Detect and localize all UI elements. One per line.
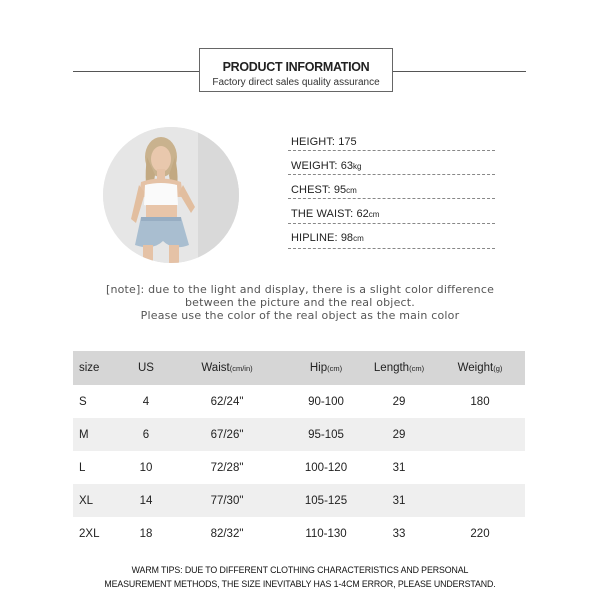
measure-divider: [288, 174, 495, 175]
cell-length: 31: [392, 461, 406, 474]
column-header-length: Length(cm): [373, 362, 425, 374]
cell-weight: [435, 451, 525, 484]
cell-hip: 90-100: [308, 395, 344, 408]
table-row: [73, 517, 525, 550]
measure-divider: [288, 248, 495, 249]
header-rule-right: [393, 71, 526, 72]
table-row: [73, 484, 525, 517]
cell-size: 2XL: [79, 527, 100, 540]
cell-us: 18: [139, 527, 153, 540]
cell-size: S: [79, 395, 87, 408]
cell-size: XL: [79, 494, 94, 507]
cell-length: 33: [392, 527, 406, 540]
warm-tips-line-2: MEASUREMENT METHODS, THE SIZE INEVITABLY HAS 1-4CM ERROR, PLEASE UNDERSTAND.: [104, 579, 496, 589]
cell-waist: 77/30": [210, 494, 244, 507]
cell-length: 29: [392, 395, 406, 408]
measure-weight: WEIGHT: 63kg: [291, 160, 362, 172]
cell-us: 4: [142, 395, 150, 408]
cell-length: 29: [392, 428, 406, 441]
table-row: [73, 418, 525, 451]
page-subtitle: Factory direct sales quality assurance: [212, 77, 380, 88]
cell-hip: 100-120: [304, 461, 348, 474]
cell-weight: [435, 418, 525, 451]
table-row: [73, 385, 525, 418]
size-chart-table: [73, 351, 525, 550]
measure-divider: [288, 223, 495, 224]
cell-weight: 180: [470, 395, 490, 408]
cell-weight: 220: [470, 527, 490, 540]
cell-size: M: [79, 428, 89, 441]
cell-us: 10: [139, 461, 153, 474]
column-header-hip: Hip(cm): [309, 362, 343, 374]
column-header-waist: Waist(cm/in): [201, 362, 253, 374]
cell-hip: 110-130: [305, 527, 347, 540]
cell-us: 6: [142, 428, 150, 441]
color-note-line-3: Please use the color of the real object as the main color: [140, 309, 460, 322]
cell-waist: 62/24": [210, 395, 244, 408]
model-illustration: [103, 127, 239, 263]
header-rule-left: [73, 71, 199, 72]
measure-divider: [288, 150, 495, 151]
measure-divider: [288, 198, 495, 199]
column-header-size: size: [79, 362, 100, 374]
cell-size: L: [79, 461, 86, 474]
measure-height: HEIGHT: 175: [291, 136, 357, 148]
page-title: PRODUCT INFORMATION: [222, 60, 370, 74]
column-header-us: US: [138, 362, 154, 374]
cell-waist: 67/26": [210, 428, 244, 441]
measure-waist: THE WAIST: 62cm: [291, 208, 380, 220]
cell-waist: 82/32": [210, 527, 244, 540]
measure-hipline: HIPLINE: 98cm: [291, 232, 364, 244]
cell-us: 14: [139, 494, 153, 507]
cell-hip: 95-105: [308, 428, 344, 441]
table-header-row: [73, 351, 525, 385]
warm-tips-line-1: WARM TIPS: DUE TO DIFFERENT CLOTHING CHARACTERISTICS AND PERSONAL: [131, 565, 469, 575]
model-photo: [103, 127, 239, 263]
color-note-line-1: [note]: due to the light and display, there is a slight color difference: [105, 283, 495, 296]
cell-hip: 105-125: [304, 494, 348, 507]
column-header-weight: Weight(g): [457, 362, 503, 374]
header-box: [199, 48, 393, 92]
cell-waist: 72/28": [210, 461, 244, 474]
cell-length: 31: [392, 494, 406, 507]
table-row: [73, 451, 525, 484]
cell-weight: [435, 484, 525, 517]
color-note-line-2: between the picture and the real object.: [184, 296, 415, 309]
measure-chest: CHEST: 95cm: [291, 184, 357, 196]
